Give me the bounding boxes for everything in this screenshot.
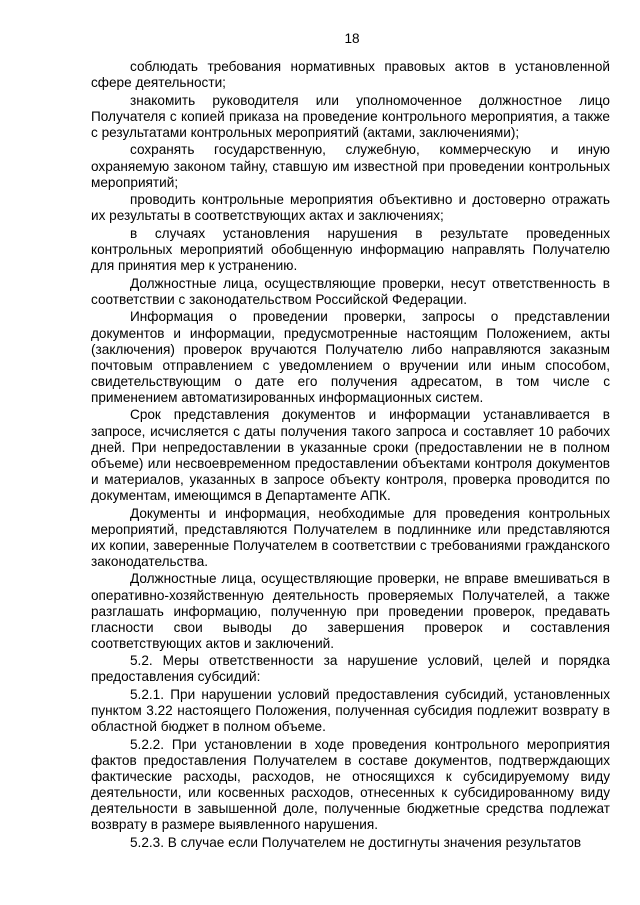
page-number: 18: [344, 31, 360, 46]
paragraph-section-5-2-1: 5.2.1. При нарушении условий предоставления субсидий, установленных пунктом 3.22 настоящего Положения, полученная субсидия подлежит возврату в областной бюджет в полном объеме.: [91, 687, 610, 735]
paragraph-obligation-inform: знакомить руководителя или уполномоченное должностное лицо Получателя с копией приказа на проведение контрольного мероприятия, а также с результатами контрольных мероприятий (актами, заключениями);: [91, 92, 610, 140]
paragraph-obligation-report: в случаях установления нарушения в результате проведенных контрольных мероприятий обобщенную информацию направлять Получателю для принятия мер к устранению.: [91, 225, 610, 274]
paragraph-section-5-2-2: 5.2.2. При установлении в ходе проведения контрольного мероприятия фактов предоставления Получателем в составе документов, подтверждающих фактические расходы, расходов, не относящихся к субсидируемому виду деятельности, или косвенных расходов, отнесенных к субсидированному виду деятельности в завышенной доле, полученные бюджетные средства подлежат возврату в размере выявленного нарушения.: [91, 736, 610, 833]
paragraph-document-submission: Документы и информация, необходимые для проведения контрольных мероприятий, представляются Получателем в подлиннике или представляются их копии, заверенные Получателем в соответствии с требованиями гражданского законодательства.: [91, 505, 610, 569]
paragraph-section-5-2-3: 5.2.3. В случае если Получателем не достигнуты значения результатов: [130, 834, 582, 850]
document-body: [91, 59, 610, 853]
paragraph-obligation-objectivity: проводить контрольные мероприятия объективно и достоверно отражать их результаты в соответствующих актах и заключениях;: [91, 192, 610, 224]
paragraph-obligation-comply: соблюдать требования нормативных правовых актов в установленной сфере деятельности;: [91, 59, 610, 91]
paragraph-responsibility: Должностные лица, осуществляющие проверки, несут ответственность в соответствии с законодательством Российской Федерации.: [91, 275, 610, 307]
paragraph-inspection-notice: Информация о проведении проверки, запросы о представлении документов и информации, предусмотренные настоящим Положением, акты (заключения) проверок вручаются Получателю либо направляются заказным почтовым отправлением с уведомлением о вручении или иным способом, свидетельствующим о дате его получения адресатом, в том числе с применением автоматизированных информационных систем.: [91, 309, 610, 405]
paragraph-obligation-secrecy: сохранять государственную, служебную, коммерческую и иную охраняемую законом тайну, ставшую им известной при проведении контрольных мероприятий;: [91, 142, 610, 190]
paragraph-document-deadline: Срок представления документов и информации устанавливается в запросе, исчисляется с даты получения такого запроса и составляет 10 рабочих дней. При непредоставлении в указанные сроки (предоставлении не в полном объеме) или несвоевременном предоставлении объектами контроля документов и материалов, указанных в запросе объекту контроля, проверка проводится по документам, имеющимся в Департаменте АПК.: [91, 407, 610, 503]
paragraph-non-interference: Должностные лица, осуществляющие проверки, не вправе вмешиваться в оперативно-хозяйственную деятельность проверяемых Получателей, а также разглашать информацию, полученную при проведении проверок, предавать гласности свои выводы до завершения проверок и составления соответствующих актов и заключений.: [91, 571, 610, 651]
paragraph-section-5-2: 5.2. Меры ответственности за нарушение условий, целей и порядка предоставления субсидий:: [91, 653, 610, 685]
